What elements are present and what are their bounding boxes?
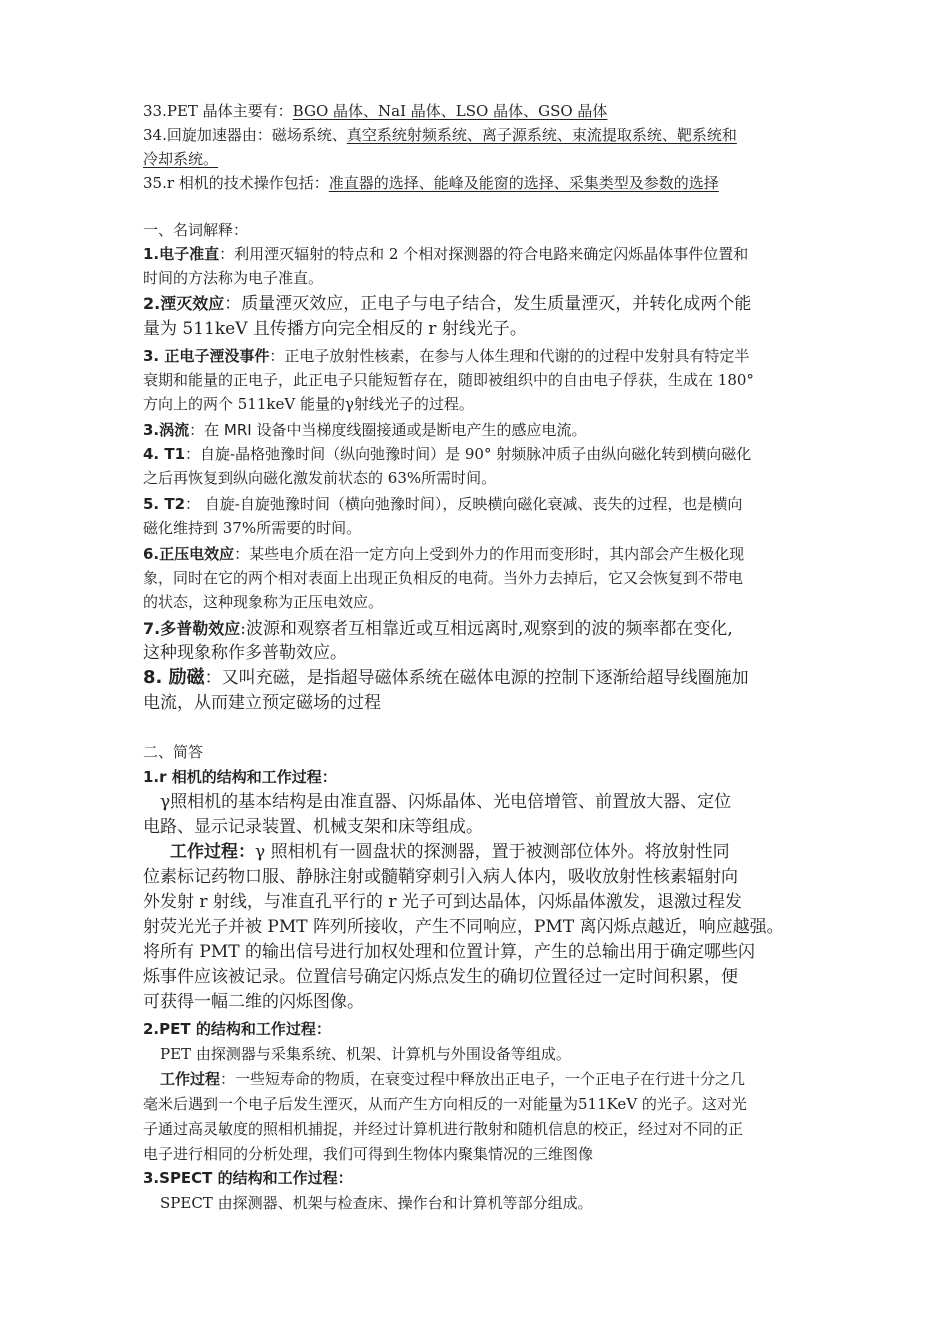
answer-line: 射荧光光子并被 PMT 阵列所接收，产生不同响应，PMT 离闪烁点越近，响应越强。: [143, 917, 784, 937]
definition: ： 自旋-自旋弛豫时间（横向弛豫时间），反映横向磁化衰减、丧失的过程，也是横向: [185, 495, 743, 513]
answer-line: 外发射 r 射线，与准直孔平行的 r 光子可到达晶体，闪烁晶体激发，退激过程发: [143, 892, 742, 912]
term: 工作过程：: [170, 842, 255, 862]
answer-line: [160, 1071, 745, 1088]
term-excitation: [143, 668, 749, 689]
text: 34.回旋加速器由：磁场系统、: [143, 126, 347, 144]
term: 5. T2: [143, 495, 186, 513]
section-heading-1: 一、名词解释：: [143, 221, 249, 239]
definition: ：自旋-晶格弛豫时间（纵向弛豫时间）是 90° 射频脉冲质子由纵向磁化转到横向磁化: [185, 445, 752, 463]
underlined-answer: 准直器的选择、能峰及能窗的选择、采集类型及参数的选择: [328, 174, 719, 192]
answer-line: 位素标记药物口服、静脉注射或髓鞘穿刺引入病人体内，吸收放射性核素辐射向: [143, 867, 738, 887]
definition-cont: 的状态，这种现象称为正压电效应。: [143, 593, 384, 611]
term-eddy-current: [143, 422, 586, 439]
answer-line: [170, 843, 730, 863]
definition-cont: 方向上的两个 511keV 能量的γ射线光子的过程。: [143, 395, 474, 413]
answer-line: 烁事件应该被记录。位置信号确定闪烁点发生的确切位置径过一定时间积累，便: [143, 967, 738, 987]
definition: ：某些电介质在沿一定方向上受到外力的作用而变形时，其内部会产生极化现: [234, 545, 745, 563]
term-positron-annihilation-event: [143, 348, 749, 365]
term: 7.多普勒效应: [143, 619, 241, 638]
definition-cont: 之后再恢复到纵向磁化激发前状态的 63%所需时间。: [143, 469, 497, 487]
answer-line: 电路、显示记录装置、机械支架和床等组成。: [143, 817, 483, 837]
term: 6.正压电效应: [143, 545, 235, 563]
text: 35.r 相机的技术操作包括：: [143, 174, 329, 192]
term: 2.湮灭效应: [143, 294, 225, 313]
term: 4. T1: [143, 445, 186, 463]
definition: ：又叫充磁，是指超导磁体系统在磁体电源的控制下逐渐给超导线圈施加: [204, 668, 749, 688]
definition: ：质量湮灭效应，正电子与电子结合，发生质量湮灭，并转化成两个能: [224, 294, 752, 314]
answer-line: γ照相机的基本结构是由准直器、闪烁晶体、光电倍增管、前置放大器、定位: [160, 792, 732, 812]
question-2-title: 2.PET 的结构和工作过程：: [143, 1020, 331, 1038]
definition-cont: 磁化维持到 37%所需要的时间。: [143, 519, 362, 537]
definition: ：利用湮灭辐射的特点和 2 个相对探测器的符合电路来确定闪烁晶体事件位置和: [219, 245, 749, 263]
answer-line: PET 由探测器与采集系统、机架、计算机与外围设备等组成。: [160, 1045, 571, 1063]
text: ：一些短寿命的物质，在衰变过程中释放出正电子，一个正电子在行进十分之几: [220, 1070, 746, 1088]
answer-line: 将所有 PMT 的输出信号进行加权处理和位置计算，产生的总输出用于确定哪些闪: [143, 942, 755, 962]
definition-cont: 这种现象称作多普勒效应。: [143, 643, 347, 663]
underlined-answer: 真空系统射频系统、离子源系统、束流提取系统、靶系统和: [346, 126, 737, 144]
answer-line: 子通过高灵敏度的照相机捕捉，并经过计算机进行散射和随机信息的校正，经过对不同的正: [143, 1120, 744, 1138]
definition-cont: 时间的方法称为电子准直。: [143, 269, 324, 287]
question-1-title: 1.r 相机的结构和工作过程：: [143, 768, 337, 786]
item-33: [143, 103, 607, 120]
term: 8. 励磁: [143, 667, 205, 688]
answer-line: 毫米后遇到一个电子后发生湮灭，从而产生方向相反的一对能量为511KeV 的光子。这对光: [143, 1095, 747, 1113]
answer-line: SPECT 由探测器、机架与检查床、操作台和计算机等部分组成。: [160, 1194, 593, 1212]
definition-cont: 象，同时在它的两个相对表面上出现正负相反的电荷。当外力去掉后，它又会恢复到不带电: [143, 569, 744, 587]
answer-line: 可获得一幅二维的闪烁图像。: [143, 992, 364, 1012]
definition: :波源和观察者互相靠近或互相远离时,观察到的波的频率都在变化,: [240, 619, 733, 639]
question-3-title: 3.SPECT 的结构和工作过程：: [143, 1169, 353, 1187]
answer-line: 电子进行相同的分析处理，我们可得到生物体内聚集情况的三维图像: [143, 1145, 594, 1163]
definition-cont: 电流，从而建立预定磁场的过程: [143, 693, 381, 713]
definition-cont: 量为 511keV 且传播方向完全相反的 r 射线光子。: [143, 319, 527, 339]
definition: ：在 MRI 设备中当梯度线圈接通或是断电产生的感应电流。: [189, 421, 587, 439]
term-annihilation: [143, 295, 751, 315]
definition-cont: 衰期和能量的正电子，此正电子只能短暂存在，随即被组织中的自由电子俘获，生成在 180°: [143, 371, 754, 389]
text: 33.PET 晶体主要有：: [143, 102, 293, 120]
term: 1.电子准直: [143, 245, 220, 263]
term: 3. 正电子湮没事件: [143, 347, 270, 365]
term-t1: [143, 446, 751, 463]
item-35: [143, 175, 719, 192]
text: γ 照相机有一圆盘状的探测器，置于被测部位体外。将放射性同: [255, 842, 730, 862]
item-34-cont: [143, 151, 218, 168]
term-t2: [143, 496, 742, 513]
definition: ：正电子放射性核素，在参与人体生理和代谢的的过程中发射具有特定半: [269, 347, 750, 365]
underlined-answer: BGO 晶体、NaI 晶体、LSO 晶体、GSO 晶体: [292, 102, 608, 120]
term-piezoelectric: [143, 546, 744, 563]
item-34: [143, 127, 737, 144]
term-electron-collimation: [143, 246, 748, 263]
section-heading-2: 二、简答: [143, 743, 204, 761]
underlined-answer: 冷却系统。: [143, 150, 219, 168]
term-doppler: [143, 620, 733, 640]
term: 工作过程: [160, 1070, 221, 1088]
term: 3.涡流: [143, 421, 190, 439]
